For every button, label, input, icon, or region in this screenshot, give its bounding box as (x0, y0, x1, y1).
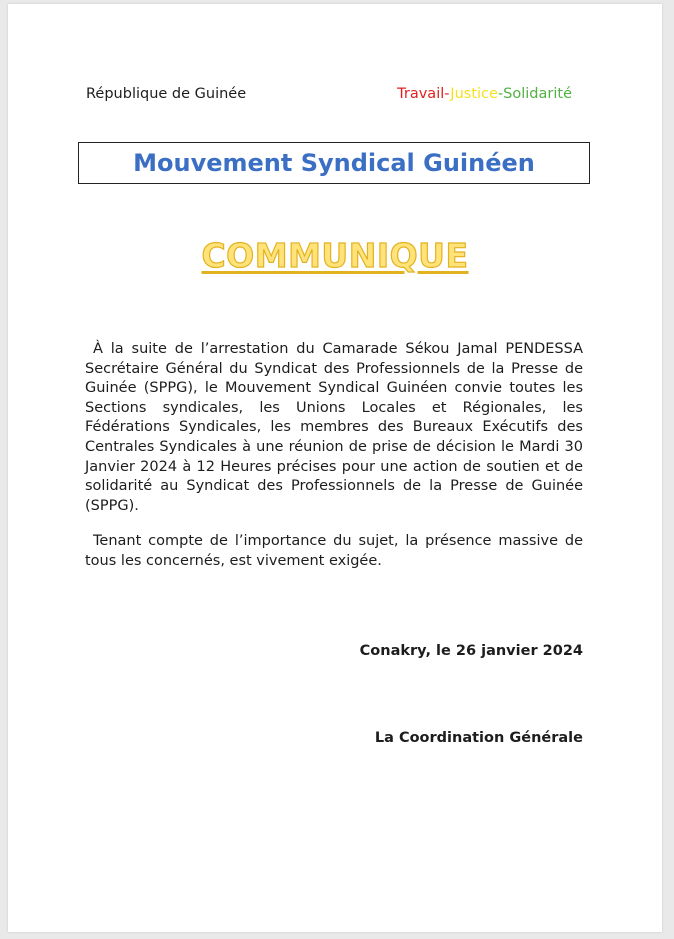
organization-title-box (78, 142, 590, 184)
communique-heading: COMMUNIQUE (201, 236, 469, 275)
national-motto (397, 86, 572, 102)
body-paragraph-2: Tenant compte de l’importance du sujet, la présence massive de tous les concernés, est vivement exigée. (85, 533, 583, 569)
motto-work: Travail- (397, 86, 451, 102)
document-page (8, 4, 662, 932)
body-paragraph-1: À la suite de l’arrestation du Camarade Sékou Jamal PENDESSA Secrétaire Général du Syndicat des Professionnels de la Presse de Guinée (SPPG), le Mouvement Syndical Guinéen convie toutes les Sections syndicales, les Unions Locales et Régionales, les Fédérations Syndicales, les membres des Bureaux Exécutifs des Centrales Syndicales à une réunion de prise de décision le Mardi 30 Janvier 2024 à 12 Heures précises pour une action de soutien et de solidarité au Syndicat des Professionnels de la Presse de Guinée (SPPG). (85, 341, 583, 514)
motto-justice: Justice (450, 86, 498, 102)
motto-solidarity: -Solidarité (497, 86, 572, 102)
date-line: Conakry, le 26 janvier 2024 (359, 643, 583, 659)
signature: La Coordination Générale (374, 730, 583, 746)
country-name: République de Guinée (86, 86, 247, 102)
organization-title: Mouvement Syndical Guinéen (133, 149, 535, 177)
